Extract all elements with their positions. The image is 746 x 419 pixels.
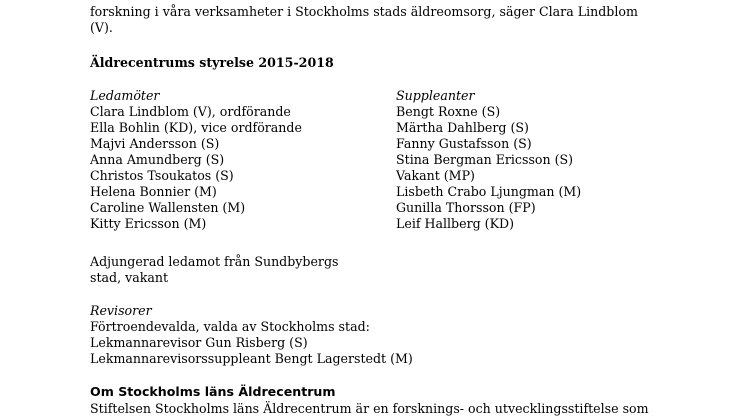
intro-line-2: (V). (90, 20, 113, 35)
auditor-line: Lekmannarevisor Gun Risberg (S) (90, 335, 308, 350)
members-heading: Ledamöter (90, 88, 160, 103)
auditor-line: Lekmannarevisorssuppleant Bengt Lagerstedt (M) (90, 351, 413, 366)
member-item: Ella Bohlin (KD), vice ordförande (90, 120, 302, 135)
member-item: Majvi Andersson (S) (90, 136, 220, 151)
auditors-heading: Revisorer (90, 303, 152, 318)
members-column (90, 88, 302, 232)
adjunct-line-2: stad, vakant (90, 270, 169, 285)
member-item: Clara Lindblom (V), ordförande (90, 104, 291, 119)
deputies-column (396, 88, 581, 232)
board-heading: Äldrecentrums styrelse 2015-2018 (90, 55, 334, 70)
deputy-item: Gunilla Thorsson (FP) (396, 200, 536, 215)
about-line-1: Stiftelsen Stockholms läns Äldrecentrum är en forsknings- och utvecklingsstiftelse som (90, 401, 649, 416)
deputies-heading: Suppleanter (396, 88, 475, 103)
deputy-item: Lisbeth Crabo Ljungman (M) (396, 184, 582, 199)
member-item: Christos Tsoukatos (S) (90, 168, 234, 183)
about-heading: Om Stockholms läns Äldrecentrum (90, 384, 336, 399)
adjunct-line-1: Adjungerad ledamot från Sundbybergs (90, 254, 339, 269)
auditor-line: Förtroendevalda, valda av Stockholms stad: (90, 319, 370, 334)
member-item: Kitty Ericsson (M) (90, 216, 207, 231)
deputy-item: Vakant (MP) (396, 168, 475, 183)
intro-line-1: forskning i våra verksamheter i Stockholms stads äldreomsorg, säger Clara Lindblom (90, 4, 638, 19)
member-item: Caroline Wallensten (M) (90, 200, 246, 215)
deputy-item: Bengt Roxne (S) (396, 104, 501, 119)
deputy-item: Märtha Dahlberg (S) (396, 120, 529, 135)
deputy-item: Fanny Gustafsson (S) (396, 136, 532, 151)
deputy-item: Leif Hallberg (KD) (396, 216, 514, 231)
member-item: Helena Bonnier (M) (90, 184, 217, 199)
member-item: Anna Amundberg (S) (90, 152, 225, 167)
deputy-item: Stina Bergman Ericsson (S) (396, 152, 574, 167)
